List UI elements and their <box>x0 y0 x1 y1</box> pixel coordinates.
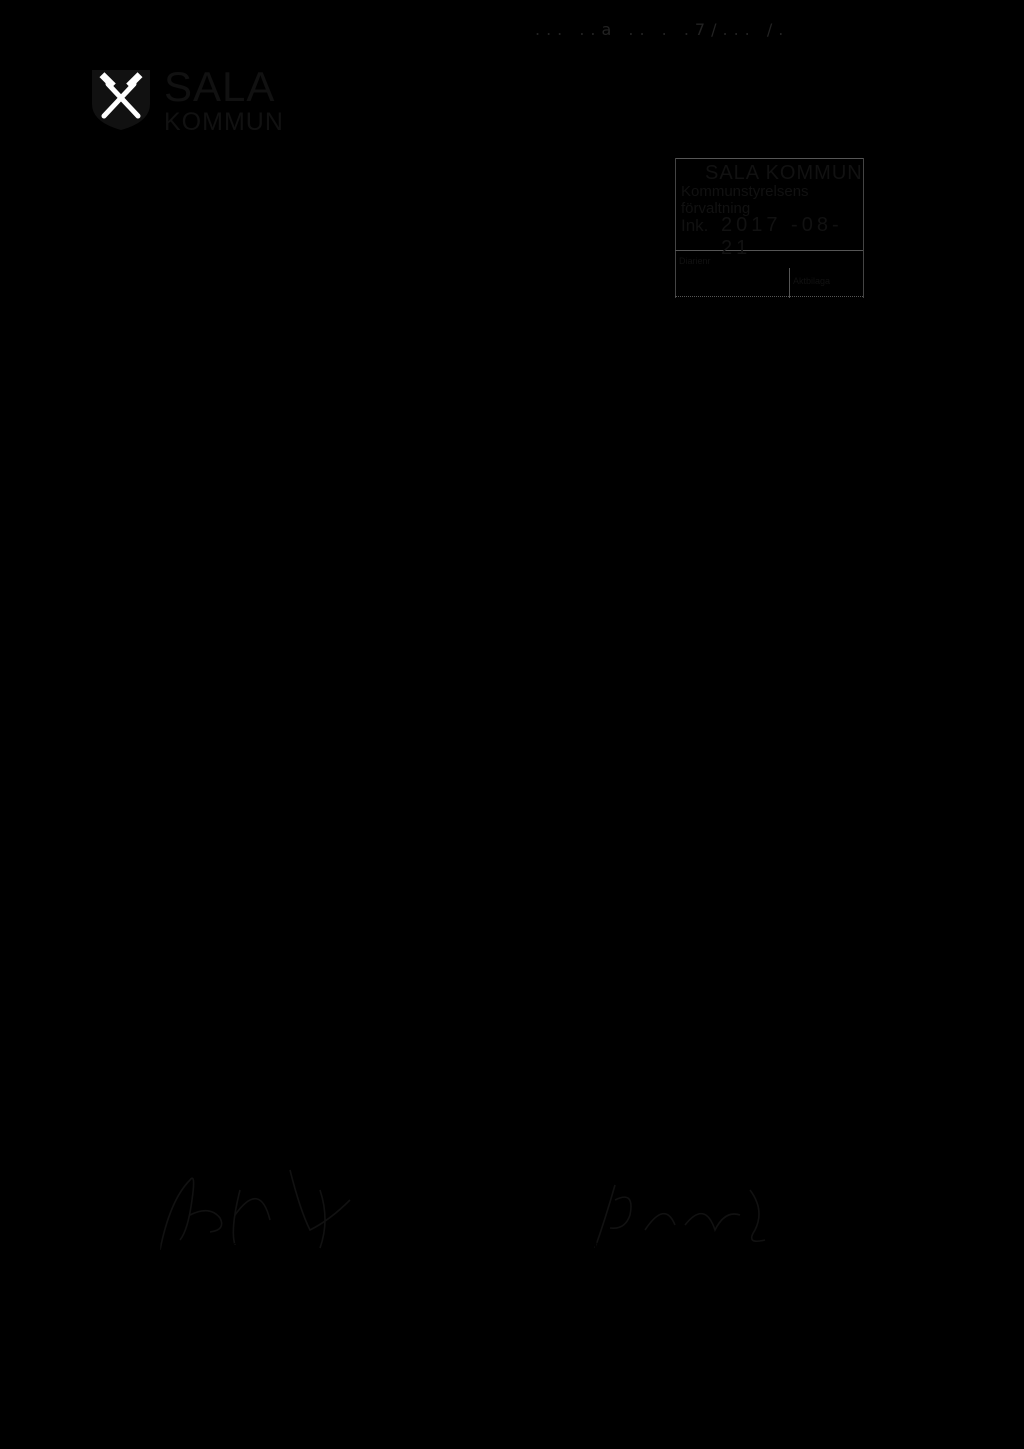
stamp-dnr-label: Diarienr <box>679 256 711 266</box>
signature-2-name: Rebecka Hansson <box>575 1236 697 1255</box>
logo-subtitle: KOMMUN <box>164 108 284 136</box>
cc-recipient-1: Kommunfullmäktige <box>595 471 738 490</box>
department-name: KOMMUNREVISIONEN <box>87 150 279 170</box>
paragraph-1-question: Är den interna kontrollen avseende hantering av anställdas bisysslor tillräcklig inom kommunstyrelsen och vård- och omsorgsnämnden? <box>147 675 834 716</box>
recipient-1: Kommunstyrelsen och <box>595 361 749 380</box>
signature-1-role: ordförande <box>145 1258 220 1277</box>
report-title: REVISIONSRAPPORT – Intern kontroll i hantering av bisysslor <box>147 586 679 608</box>
crossed-hammers-icon <box>88 66 154 132</box>
header-reference: ... ..a .. . .7/... /. <box>535 20 790 39</box>
cc-label: För kännedom till: <box>595 449 722 468</box>
stamp-unit: Kommunstyrelsens förvaltning <box>681 183 809 217</box>
paragraph-1-text: Revisorerna har i sin risk- och väsentlighetsbedömning beslutat att genomföra en granskning av kommunstyrelsens och vård- och omsorgsnämndens arbete med intern kontroll i hanteringen av bisysslor utifrån följande fråga: <box>147 633 799 695</box>
paragraph-2: Efter genomförd granskning är den sammanfattade bedömningen att den interna kontrollen avseende hanteringen av anställdas bisysslor delvis är tillräcklig. Vår bedömning grundar sig på följande iakttagelser: <box>147 771 832 833</box>
stamp-org: SALA KOMMUN <box>705 162 863 184</box>
recipient-label: Till: <box>595 339 624 358</box>
received-stamp <box>675 158 865 298</box>
stamp-aktbilaga-label: Aktbilaga <box>793 276 831 286</box>
paragraph-4: Revisorerna önskar svar på vilka åtgärder styrelsen avser vidta med anledning av de brister som identifierats i bilagd rapport. Svar önskas senast den 15 november 2017. Revisorerna samt konsult finns tillgängliga för föredragning av rapporten om så önskas. <box>147 1053 816 1115</box>
letter-date: 2017-08-21 <box>529 115 613 135</box>
stamp-ink-label: Ink. <box>681 216 709 235</box>
paragraph-1 <box>147 632 847 717</box>
sala-kommun-logo <box>88 63 298 146</box>
paragraph-3: Det finns ett ändamålsenligt regelverk rörande anställdas bisysslor. Dessutom finns en blankett för anmälan om bisyssla och en vidaredelegationsordning där ansvaret för att pröva bisyssla framgår. Det är dock osäkert i vilken omfattning befintliga re-gelverk är kända i organisationen. Det saknas även en övergripande bild över vilka bisysslor som finns i kommunen. Vår granskning visar att anställda har bisysslor som inte anmälts, dock förekommer inga utbetalningar till företag där anställda har engagemang och som skulle kunna bedömas vara förtroendeskadliga. Det saknas en rutin för att gå igenom regelverket avseende bisysslor med de anställda. <box>147 855 844 1002</box>
signature-1-name: Glenn Andersson <box>145 1236 263 1255</box>
signature-2-role: Sekreterare <box>575 1258 653 1277</box>
stamp-ink-date: 2017 -08- 21 <box>721 214 843 259</box>
logo-title: SALA <box>164 63 276 110</box>
recipient-2: Vård- och omsorgsnämnden <box>595 383 788 402</box>
